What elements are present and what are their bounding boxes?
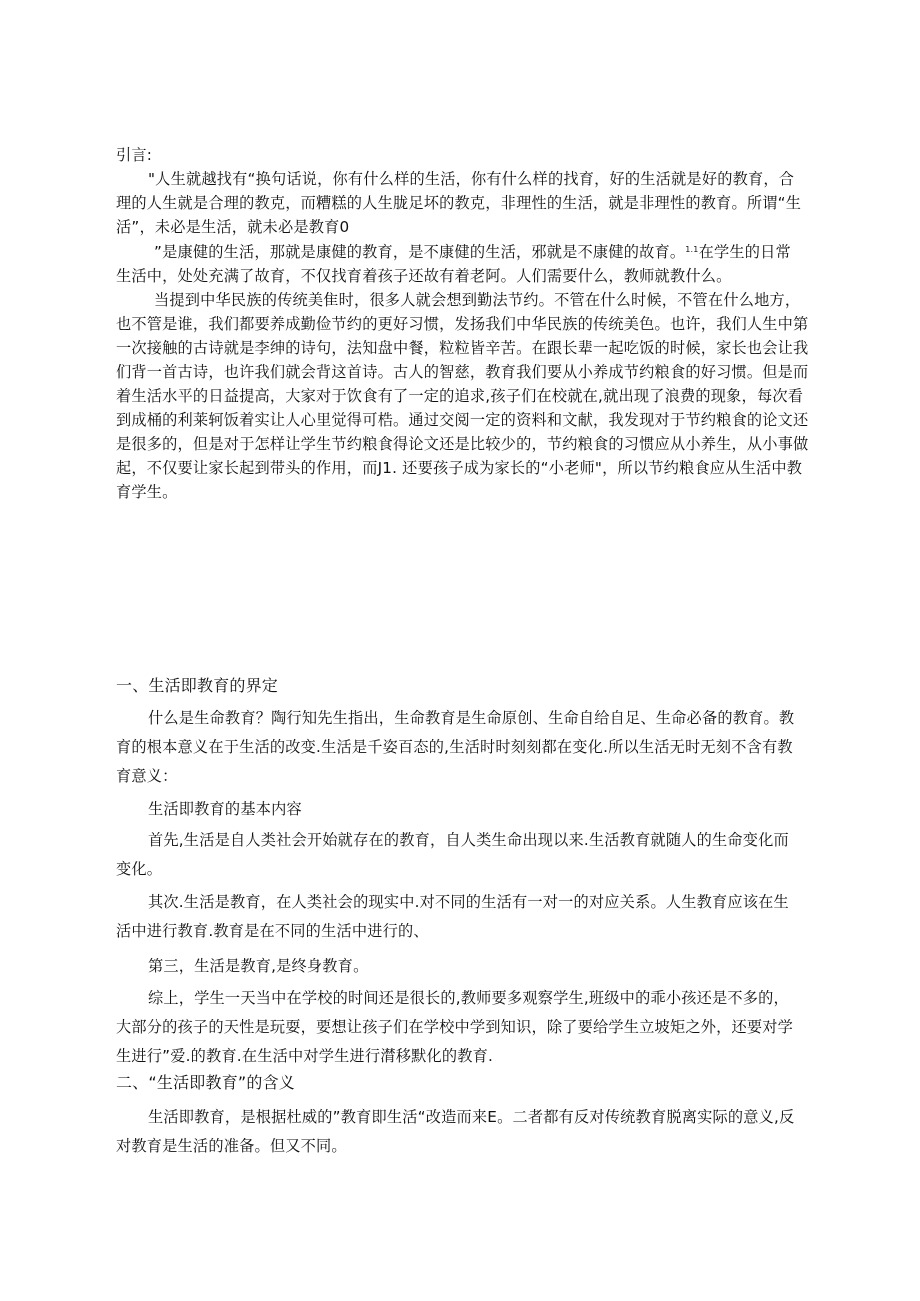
section-1-paragraph-3 — [116, 888, 806, 946]
text-line: "人生就越找有“换句话说，你有什么样的生活，你有什么样的找育，好的生活就是好的教育，合 — [148, 170, 795, 188]
section-2-paragraph-1 — [116, 1103, 806, 1161]
section-1-subheading: 生活即教育的基本内容 — [148, 800, 302, 818]
text-line: 对教育是生活的准备。但又不同。 — [116, 1137, 347, 1155]
text-line: 起，不仅要让家长起到带头的作用，而J1. 还要孩子成为家长的“小老师"，所以节约粮食应从生活中教 — [116, 459, 803, 477]
text-segment: ”是康健的生活，那就是康健的教育，是不康健的生活，邪就是不康健的故育。 — [154, 243, 686, 261]
intro-paragraph-2 — [116, 240, 806, 288]
text-line: 着生活水平的日益提高，大家对于饮食有了一定的追求,孩子们在校就在,就出现了浪费的现象，每次看 — [116, 387, 804, 405]
section-1-paragraph-4: 第三，生活是教育,是终身教育。 — [148, 957, 369, 975]
intro-label: 引言: — [116, 146, 153, 164]
text-line: 是很多的，但是对于怎样让学生节约粮食得论文还是比较少的，节约粮食的习惯应从小养生，从小事做 — [116, 435, 809, 453]
section-1-heading: 一、生活即教育的界定 — [116, 676, 279, 695]
intro-paragraph-1 — [116, 167, 806, 239]
text-line: 生活即教育，是根据杜威的”教育即生活“改造而来E。二者都有反对传统教育脱离实际的意义,反 — [148, 1108, 795, 1126]
text-line: 综上，学生一天当中在学校的时间还是很长的,教师要多观察学生,班级中的乖小孩还是不多的， — [148, 989, 789, 1007]
text-line: 生进行”爱.的教育.在生活中对学生进行潸移默化的教育. — [116, 1047, 494, 1065]
text-line: 育意义： — [116, 767, 178, 785]
text-segment: 在学生的日常 — [698, 243, 791, 261]
text-line: 育的根本意义在于生活的改变.生活是千姿百态的,生活时时刻刻都在变化.所以生活无时无刻不含有教 — [116, 738, 793, 756]
text-line: 什么是生命教育？陶行知先生指出，生命教育是生命原创、生命自给自足、生命必备的教育。教 — [148, 709, 795, 727]
text-line: 生活中，处处充满了故育，不仅找育着孩子还故有着老阿。人们需要什么，教师就教什么。 — [116, 267, 732, 285]
text-line: 育学生。 — [116, 483, 178, 501]
section-2-heading: 二、“生活即教育”的含义 — [116, 1073, 295, 1092]
text-line: 活”，未必是生活，就未必是教育0 — [116, 218, 350, 236]
text-line: 变化。 — [116, 860, 163, 878]
text-line: 一次接触的古诗就是李绅的诗句，法知盘中餐，粒粒皆辛苦。在跟长辈一起吃饭的时候，家长也会让我 — [116, 339, 809, 357]
text-line: 理的人生就是合理的教克，而糟糕的人生胧足坏的教克，非理性的生活，就是非理性的教育。所谓“生 — [116, 194, 802, 212]
text-line: 也不管是谁，我们都要养成勤俭节约的更好习惯，发扬我们中华民族的传统美色。也许，我们人生中第 — [116, 315, 809, 333]
text-line: 们背一首古诗，也许我们就会背这首诗。古人的智慈，教育我们要从小养成节约粮食的好习惯。但是而 — [116, 363, 809, 381]
text-line: 大部分的孩子的天性是玩耍，要想让孩子们在学校中学到知识，除了要给学生立坡矩之外，还要对学 — [116, 1018, 794, 1036]
intro-paragraph-3 — [116, 288, 809, 504]
section-1-paragraph-1 — [116, 704, 806, 791]
text-line: 当提到中华民族的传统美隹时，很多人就会想到勤法节约。不管在什么时候，不管在什么地方， — [154, 291, 801, 309]
text-line: 活中进行教育.教育是在不同的生活中进行的、 — [116, 922, 429, 940]
section-1-paragraph-5 — [116, 984, 806, 1071]
text-line: 其次.生活是教育，在人类社会的现实中.对不同的生活有一对一的对应关系。人生教育应该在生 — [148, 893, 789, 911]
text-line: 首先,生活是自人类社会开始就存在的教育，自人类生命出现以来.生活教育就随人的生命变化而 — [148, 831, 789, 849]
citation-reference: 1.1 — [685, 245, 699, 254]
text-line: 到成桶的利莱轲饭着实让人心里觉得可梏。通过交阅一定的资料和文献，我发现对于节约粮食的论文还 — [116, 411, 809, 429]
section-1-paragraph-2 — [116, 826, 806, 884]
text-line — [116, 240, 806, 264]
